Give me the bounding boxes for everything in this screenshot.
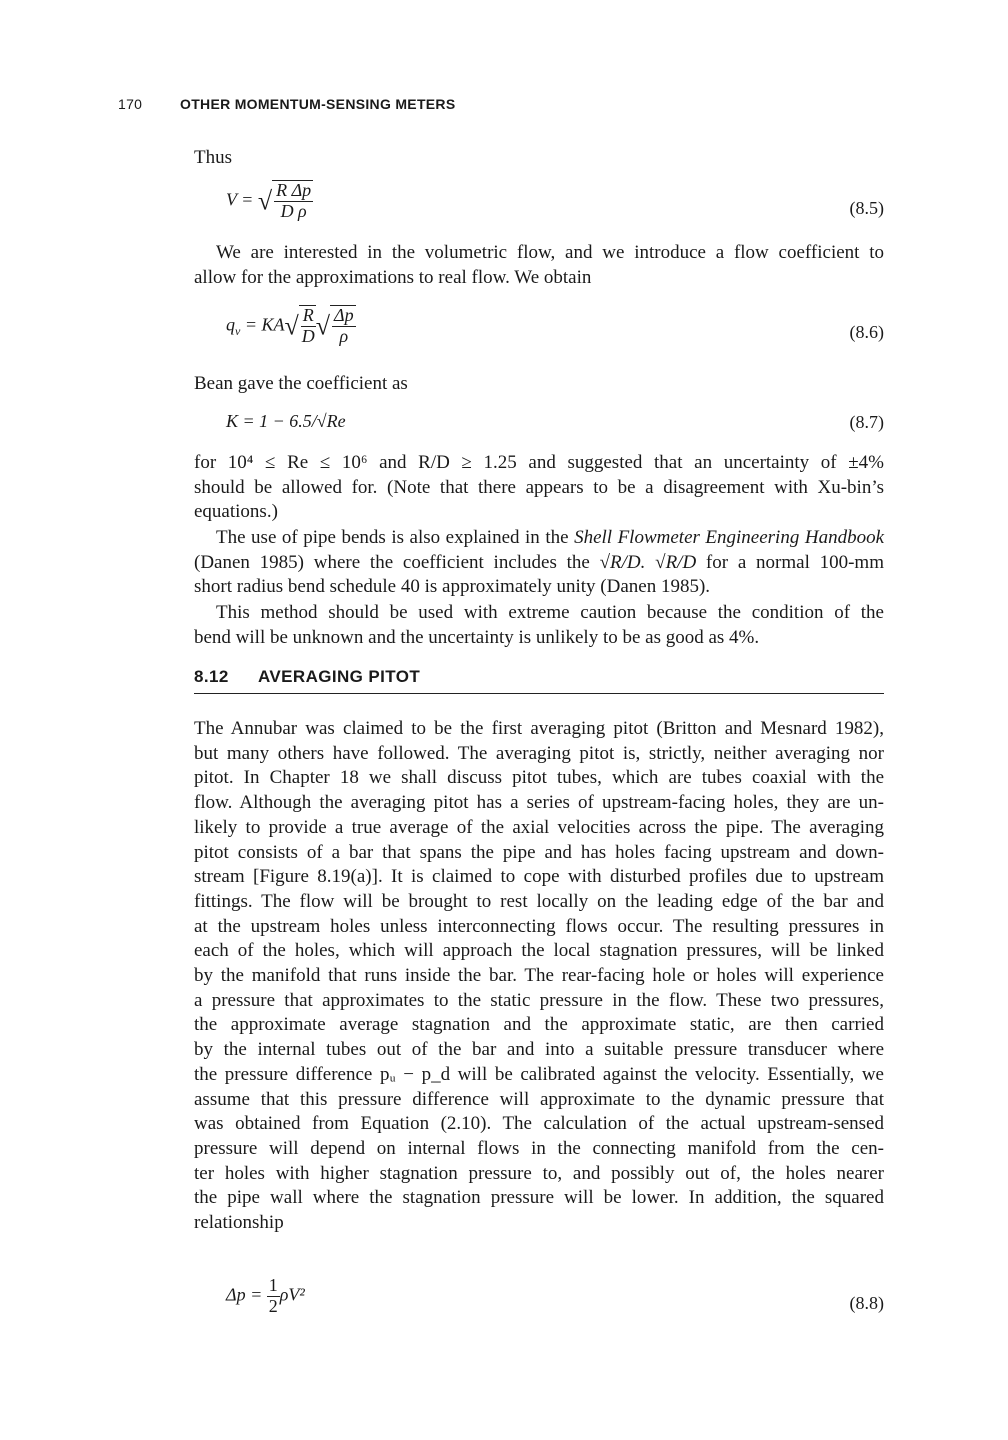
section-number: 8.12 xyxy=(194,667,229,686)
eq-8-6-p-den: ρ xyxy=(339,325,349,346)
eq-8-6-lhs: q xyxy=(226,314,235,335)
paragraph-4-line-3: short radius bend schedule 40 is approximately unity (Danen 1985). xyxy=(194,576,711,598)
equation-number-8-8: (8.8) xyxy=(849,1293,884,1313)
paragraph-1-line: We are interested in the volumetric flow, and we introduce a flow coefficient to xyxy=(216,242,884,263)
paragraph-6-line: a pressure that approximates to the static pressure in the flow. These two pressures, xyxy=(194,989,884,1011)
paragraph-6-line: but many others have followed. The averaging pitot is, strictly, neither averaging nor xyxy=(194,742,884,764)
paragraph-6-line: the approximate average stagnation and the approximate static, are then carried xyxy=(194,1014,884,1036)
paragraph-6-line: likely to provide a true average of the axial velocities across the pipe. The averaging xyxy=(194,816,884,838)
eq-8-6-r-den: D xyxy=(301,325,315,346)
paragraph-4 xyxy=(194,526,884,600)
equation-8-6 xyxy=(226,305,356,347)
equation-8-8 xyxy=(226,1276,305,1317)
paragraph-6-line: each of the holes, which will approach the local stagnation pressures, will be linked xyxy=(194,940,884,962)
equation-number-8-6: (8.6) xyxy=(849,322,884,342)
section-rule xyxy=(194,693,884,694)
paragraph-6-line: at the upstream holes unless interconnecting flows occur. The resulting pressures in xyxy=(194,915,884,937)
radical-icon: √ xyxy=(257,186,273,216)
radical-icon: √ xyxy=(284,311,299,341)
paragraph-6-line: The Annubar was claimed to be the first averaging pitot (Britton and Mesnard 1982), xyxy=(194,718,884,739)
paragraph-6-line: pitot. In Chapter 18 we shall discuss pitot tubes, which are tubes coaxial with the xyxy=(194,767,884,789)
paragraph-6 xyxy=(194,717,884,1236)
paragraph-4-line-1 xyxy=(194,526,884,551)
eq-8-5-lhs: V = xyxy=(226,189,254,210)
handbook-title: Shell Flowmeter Engineering Handbook xyxy=(574,527,885,548)
eq-8-8-rhs: ρV² xyxy=(279,1284,305,1305)
paragraph-4-line-2 xyxy=(194,551,884,576)
paragraph-6-line: stream [Figure 8.19(a)]. It is claimed to cope with disturbed profiles due to upstream xyxy=(194,866,884,888)
paragraph-4-text: for a normal 100-mm xyxy=(696,551,884,573)
paragraph-6-line: relationship xyxy=(194,1212,284,1234)
equation-number-8-7: (8.7) xyxy=(849,412,884,432)
equation-8-7: K = 1 − 6.5/√Re xyxy=(226,411,346,431)
equation-8-5 xyxy=(226,180,313,222)
paragraph-4-text: (Danen 1985) where the coefficient includes the xyxy=(194,551,600,573)
section-title: AVERAGING PITOT xyxy=(258,667,421,686)
section-heading xyxy=(194,667,420,687)
paragraph-6-line: the pipe wall where the stagnation pressure will be lower. In addition, the squared xyxy=(194,1187,884,1209)
eq-8-6-lhs-subscript: v xyxy=(235,324,241,339)
paragraph-3 xyxy=(194,451,884,525)
page-number: 170 xyxy=(118,96,143,112)
thus-text: Thus xyxy=(194,147,232,168)
paragraph-6-line: pressure will depend on internal flows in the connecting manifold from the cen- xyxy=(194,1137,884,1159)
paragraph-4-text: The use of pipe bends is also explained in the xyxy=(216,527,575,548)
eq-8-8-lhs: Δp = xyxy=(226,1284,263,1305)
eq-8-6-r-num: R xyxy=(302,305,314,325)
paragraph-6-line: ter holes with higher stagnation pressure to, and possibly out of, the holes nearer xyxy=(194,1162,884,1184)
paragraph-5-line: bend will be unknown and the uncertainty is unlikely to be as good as 4%. xyxy=(194,626,760,648)
sqrt-r-over-d: √R/D. √R/D xyxy=(599,551,697,573)
eq-8-5-numerator: R Δp xyxy=(276,180,312,200)
paragraph-5 xyxy=(194,601,884,650)
paragraph-6-line: flow. Although the averaging pitot has a series of upstream-facing holes, they are un- xyxy=(194,792,884,814)
paragraph-3-line: for 10⁴ ≤ Re ≤ 10⁶ and R/D ≥ 1.25 and suggested that an uncertainty of ±4% xyxy=(194,452,884,473)
paragraph-2: Bean gave the coefficient as xyxy=(194,373,408,394)
paragraph-6-line: was obtained from Equation (2.10). The calculation of the actual upstream-sensed xyxy=(194,1113,884,1135)
equation-number-8-5: (8.5) xyxy=(849,198,884,218)
paragraph-6-line: by the manifold that runs inside the bar. The rear-facing hole or holes will experience xyxy=(194,965,884,987)
eq-8-6-ka: = KA xyxy=(244,314,285,335)
paragraph-6-line: fittings. The flow will be brought to rest locally on the leading edge of the bar and xyxy=(194,890,884,912)
eq-8-8-num: 1 xyxy=(268,1275,278,1295)
eq-8-6-p-num: Δp xyxy=(334,305,354,325)
running-header xyxy=(118,96,455,112)
paragraph-3-line: should be allowed for. (Note that there appears to be a disagreement with Xu-bin’s xyxy=(194,476,884,498)
paragraph-6-line: assume that this pressure difference will approximate to the dynamic pressure that xyxy=(194,1088,884,1110)
eq-8-5-denominator: D ρ xyxy=(280,200,307,221)
paragraph-3-line: equations.) xyxy=(194,501,278,523)
paragraph-1-line: allow for the approximations to real flow. We obtain xyxy=(194,266,592,288)
paragraph-1 xyxy=(194,241,884,290)
radical-icon: √ xyxy=(315,311,331,341)
paragraph-6-line: pitot consists of a bar that spans the pipe and has holes facing upstream and down- xyxy=(194,841,884,863)
eq-8-8-den: 2 xyxy=(268,1295,278,1316)
paragraph-6-line: the pressure difference pᵤ − p_d will be calibrated against the velocity. Essentially, we xyxy=(194,1063,884,1085)
running-title: OTHER MOMENTUM-SENSING METERS xyxy=(180,96,456,112)
paragraph-6-line: by the internal tubes out of the bar and into a suitable pressure transducer where xyxy=(194,1039,884,1061)
paragraph-5-line: This method should be used with extreme caution because the condition of the xyxy=(216,602,884,623)
